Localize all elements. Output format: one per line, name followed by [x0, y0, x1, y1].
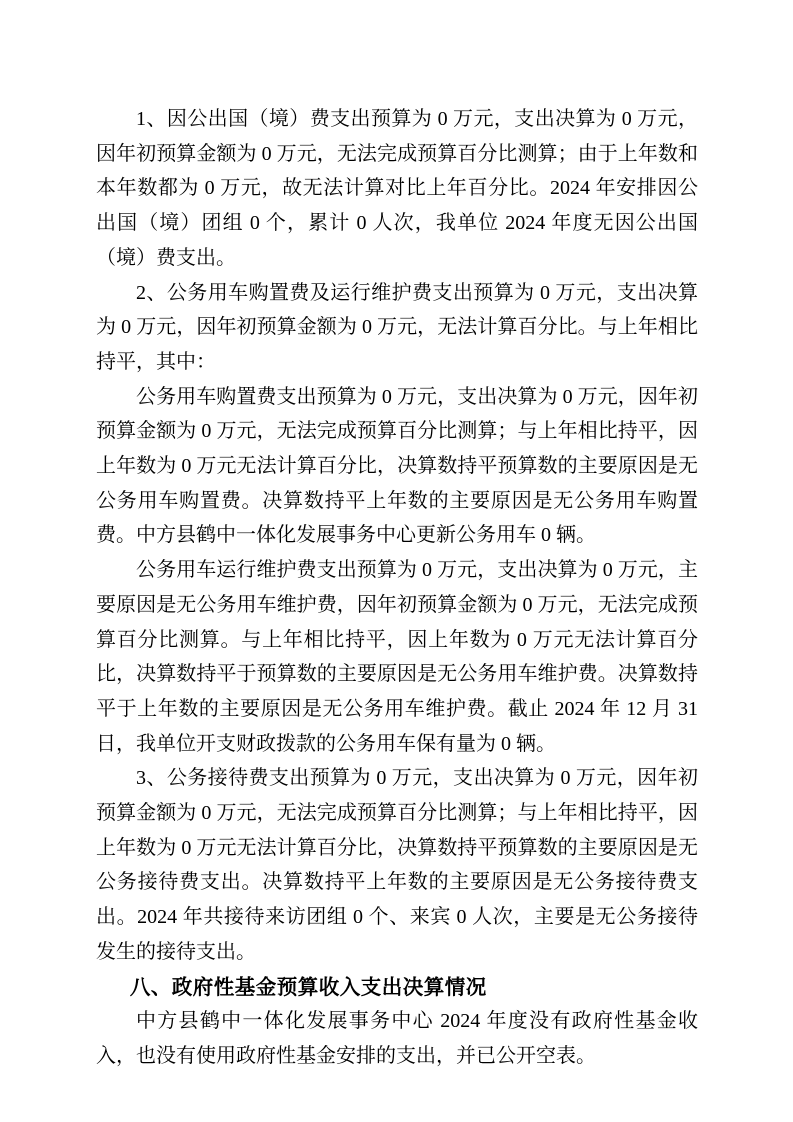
- document-body: [96, 102, 698, 1074]
- section-heading-zhengfuxing-jijin: 八、政府性基金预算收入支出决算情况: [129, 974, 487, 999]
- paragraph-yunxing-weihufei: 公务用车运行维护费支出预算为 0 万元，支出决算为 0 万元，主要原因是无公务用车维护费，因年初预算金额为 0 万元，无法完成预算百分比测算。与上年相比持平，因上年数为 0 万元无法计算百分比，决算数持平于预算数的主要原因是无公务用车维护费。决算数持平于上年数的主要原因是无公务用车维护费。截止 2024 年 12 月 31 日，我单位开支财政拨款的公务用车保有量为 0 辆。: [96, 559, 698, 755]
- paragraph-gongfei-chuguo: 1、因公出国（境）费支出预算为 0 万元，支出决算为 0 万元，因年初预算金额为 0 万元，无法完成预算百分比测算；由于上年数和本年数都为 0 万元，故无法计算对比上年百分比。2024 年安排因公出国（境）团组 0 个，累计 0 人次，我单位 2024 年度无因公出国（境）费支出。: [96, 108, 698, 269]
- paragraph-gongwu-jiedaifei: 3、公务接待费支出预算为 0 万元，支出决算为 0 万元，因年初预算金额为 0 万元，无法完成预算百分比测算；与上年相比持平，因上年数为 0 万元无法计算百分比，决算数持平预算数的主要原因是无公务接待费支出。决算数持平上年数的主要原因是无公务接待费支出。2024 年共接待来访团组 0 个、来宾 0 人次，主要是无公务接待发生的接待支出。: [96, 767, 698, 963]
- paragraph-gouzhifei: 公务用车购置费支出预算为 0 万元，支出决算为 0 万元，因年初预算金额为 0 万元，无法完成预算百分比测算；与上年相比持平，因上年数为 0 万元无法计算百分比，决算数持平预算数的主要原因是无公务用车购置费。决算数持平上年数的主要原因是无公务用车购置费。中方县鹤中一体化发展事务中心更新公务用车 0 辆。: [96, 385, 698, 547]
- paragraph-gongwuyongche-summary: 2、公务用车购置费及运行维护费支出预算为 0 万元，支出决算为 0 万元，因年初预算金额为 0 万元，无法计算百分比。与上年相比持平，其中：: [96, 281, 698, 373]
- paragraph-zhengfuxing-jijin: 中方县鹤中一体化发展事务中心 2024 年度没有政府性基金收入，也没有使用政府性基金安排的支出，并已公开空表。: [96, 1010, 698, 1067]
